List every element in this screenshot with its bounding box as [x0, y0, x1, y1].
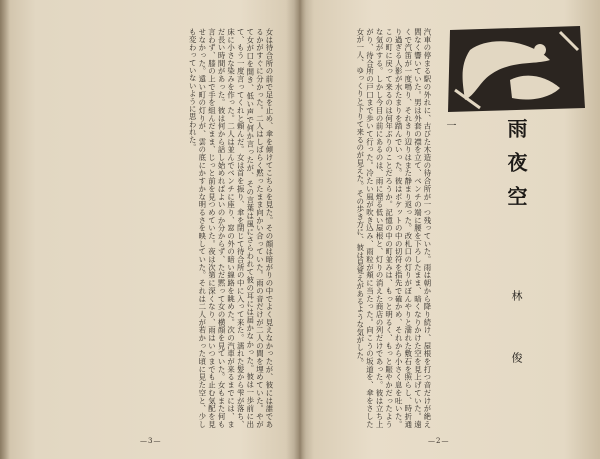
- left-page-number: —3—: [140, 437, 162, 445]
- section-number: 一: [444, 120, 455, 130]
- story-title-block: [440, 20, 590, 440]
- right-page-body-text: 汽車の停まる駅の外れに、古びた木造の待合所が一つ残っていた。雨は朝から降り続け、屋根を打つ音だけが絶え間なく響いていた。男は外套の襟を立て、ベンチの端に腰を下ろしたまま、暗くなりかけた空を見上げていた。遠くで汽笛が一度鳴り、それきり辺りはまた静まり返った。改札口の灯りがぼんやりと濡れた敷石を照らし、時折通り過ぎる人影が水たまりを踏んでいった。彼はポケットの中の切符を指先で確かめ、それから小さく息を吐いた。この町に戻って来るのは何年ぶりのことだろうか。記憶の中の町並みは、もっと明るく、もっと賑やかだったような気がする。しかし今目の前にあるのは、雨に煙る低い屋根と、灯りの消えた商店の列だけであった。彼は立ち上がり、待合所の戸口まで歩いて行った。冷たい風が吹き込み、雨粒が頬に当たった。向こうの坂道を、傘をさした女が一人、ゆっくりと下りて来るのが見えた。その歩き方に、彼は見覚えがあるような気がした。: [355, 28, 432, 428]
- story-title: 雨夜空: [504, 118, 528, 220]
- author-name: 林 俊: [510, 290, 523, 383]
- title-illustration: [440, 20, 590, 115]
- right-page-number: —2—: [428, 437, 450, 445]
- left-page-body-text: 女は待合所の前で足を止め、傘を傾けてこちらを見た。その顔は暗がりの中でよく見えなかったが、彼には誰であるかがすぐに分かった。二人はしばらく黙ったまま向かい合っていた。雨の音だけが二人の間を埋めていた。やがて女が口を開き、低い声で何か言ったが、その言葉は風にさらわれて彼の耳には届かなかった。彼は一歩前に出て、もう一度言ってくれと頼んだ。女は首を振り、傘を閉じて待合所の中に入って来た。濡れた髪から雫が落ち、床に小さな染みを作った。二人は並んでベンチに座り、窓の外の暗い線路を眺めた。次の汽車が来るまでには、まだ長い時間があった。彼は何から話し始めればよいのか分からず、ただ黙って女の横顔を見ていた。女もまた何も言わず、膝の上で手を組んだまま、じっと前を見つめていた。夜は次第に深くなり、雨はいつまでも止む気配を見せなかった。遠い町の灯りが、雲の底にかすかな明るさを映していた。それは二人が若かった頃に見た空と、少しも変わっていないように思われた。: [188, 28, 274, 428]
